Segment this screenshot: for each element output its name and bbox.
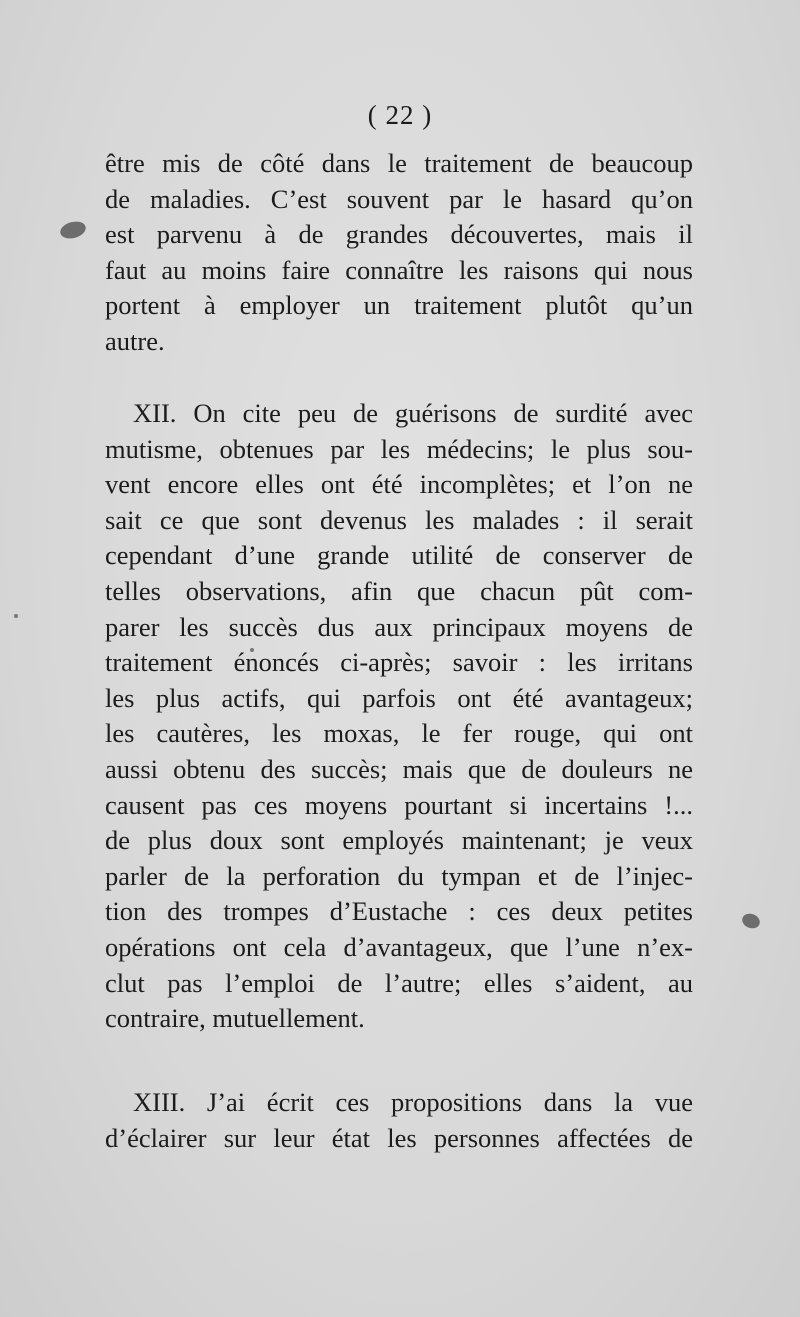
text-line: sait ce que sont devenus les malades : il serait xyxy=(105,504,693,535)
paragraph-xii xyxy=(105,396,693,1037)
text-line: les plus actifs, qui parfois ont été avantageux; xyxy=(105,682,693,713)
text-line: XII. On cite peu de guérisons de surdité avec xyxy=(133,398,693,428)
text-line: de maladies. C’est souvent par le hasard qu’on xyxy=(105,183,693,214)
paper-speck xyxy=(14,614,18,618)
text-line: contraire, mutuellement. xyxy=(105,1003,365,1034)
text-line: parler de la perforation du tympan et de l’injec- xyxy=(105,860,693,891)
text-line: traitement énoncés ci-après; savoir : les irritans xyxy=(105,647,693,678)
text-line: telles observations, afin que chacun pût com- xyxy=(105,575,693,606)
text-line: XIII. J’ai écrit ces propositions dans la vue xyxy=(133,1087,693,1117)
text-line: causent pas ces moyens pourtant si incertains !... xyxy=(105,789,693,820)
text-line: les cautères, les moxas, le fer rouge, qui ont xyxy=(105,718,693,749)
text-line: opérations ont cela d’avantageux, que l’une n’ex- xyxy=(105,931,693,962)
text-line: vent encore elles ont été incomplètes; et l’on ne xyxy=(105,469,693,500)
text-line: mutisme, obtenues par les médecins; le plus sou- xyxy=(105,433,693,464)
ink-smudge xyxy=(740,911,762,930)
text-line: est parvenu à de grandes découvertes, mais il xyxy=(105,219,693,250)
text-line: autre. xyxy=(105,325,165,356)
text-line: aussi obtenu des succès; mais que de douleurs ne xyxy=(105,753,693,784)
page-number: ( 22 ) xyxy=(367,100,433,130)
text-line: portent à employer un traitement plutôt qu’un xyxy=(105,290,693,321)
ink-smudge xyxy=(58,219,87,241)
text-line: de plus doux sont employés maintenant; je veux xyxy=(105,825,693,856)
text-line: clut pas l’emploi de l’autre; elles s’aident, au xyxy=(105,967,693,998)
text-line: cependant d’une grande utilité de conserver de xyxy=(105,540,693,571)
text-line: d’éclairer sur leur état les personnes affectées de xyxy=(105,1122,693,1153)
text-line: parer les succès dus aux principaux moyens de xyxy=(105,611,693,642)
text-line: faut au moins faire connaître les raisons qui nous xyxy=(105,254,693,285)
text-line: tion des trompes d’Eustache : ces deux petites xyxy=(105,896,693,927)
paragraph-xiii xyxy=(105,1085,693,1156)
text-line: être mis de côté dans le traitement de beaucoup xyxy=(105,148,693,178)
paragraph-continuation xyxy=(105,146,693,360)
